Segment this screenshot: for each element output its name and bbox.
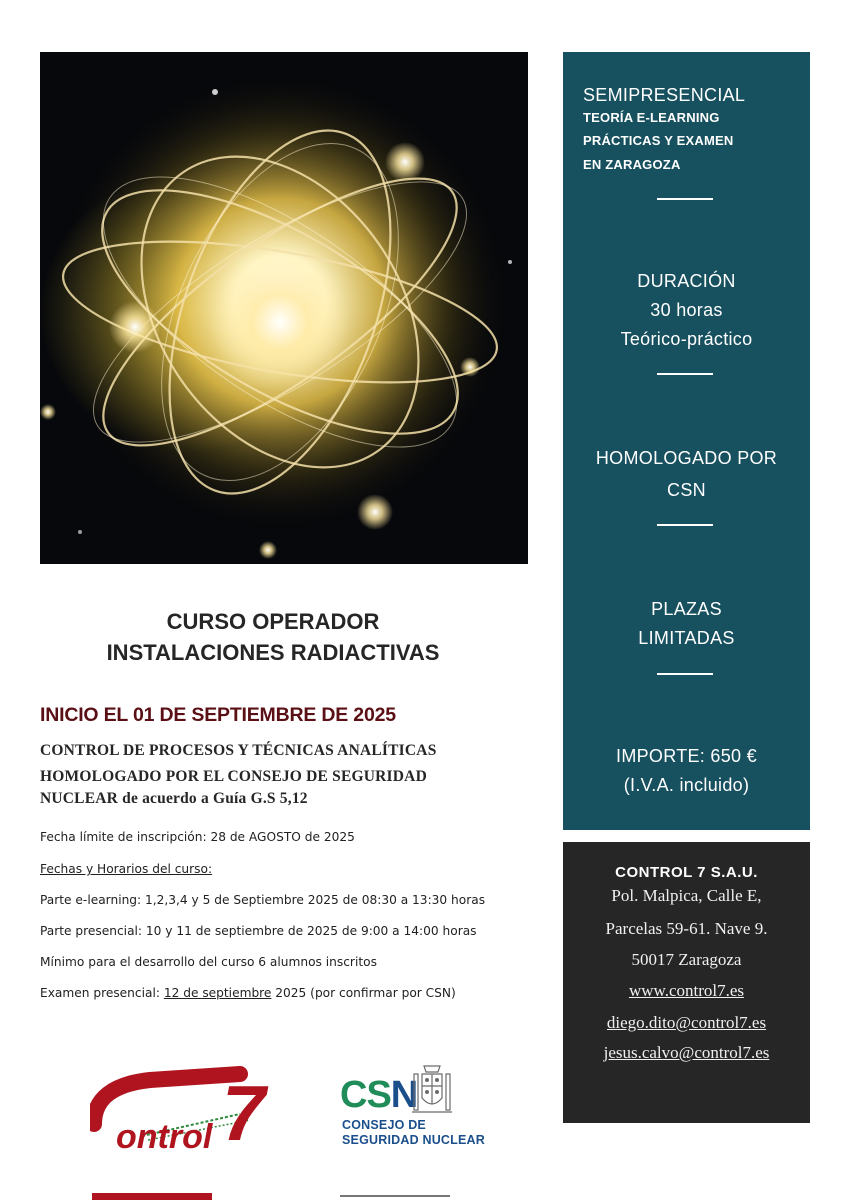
exam-suffix: 2025 (por confirmar por CSN): [271, 986, 456, 1000]
atom-energy-icon: [40, 52, 528, 564]
address-city: 50017 Zaragoza: [631, 950, 742, 969]
control7-number: 7: [222, 1069, 266, 1156]
mode-line-1: TEORÍA E-LEARNING: [583, 110, 720, 125]
website-link[interactable]: www.control7.es: [628, 981, 745, 1000]
csn-name-line-2: SEGURIDAD NUCLEAR: [342, 1133, 485, 1147]
duration-label: DURACIÓN: [637, 271, 736, 291]
price-note: (I.V.A. incluido): [623, 775, 750, 795]
registration-deadline: Fecha límite de inscripción: 28 de AGOSTO de 2025: [40, 830, 355, 844]
elearning-schedule: Parte e-learning: 1,2,3,4 y 5 de Septiembre 2025 de 08:30 a 13:30 horas: [40, 893, 486, 907]
start-date: INICIO EL 01 DE SEPTIEMBRE DE 2025: [40, 704, 396, 726]
spain-crest-icon: [410, 1062, 454, 1118]
homologation-line-1: HOMOLOGADO POR EL CONSEJO DE SEGURIDAD: [40, 768, 427, 785]
schedule-heading: Fechas y Horarios del curso:: [40, 862, 213, 876]
company-name: CONTROL 7 S.A.U.: [615, 864, 758, 881]
csn-letters-cs: CS: [340, 1074, 391, 1116]
homologation-line-2: NUCLEAR de acuerdo a Guía G.S 5,12: [40, 790, 308, 807]
csn-letters-n: N: [390, 1074, 418, 1116]
price: IMPORTE: 650 €: [616, 746, 757, 766]
course-title-line-2: INSTALACIONES RADIACTIVAS: [106, 640, 440, 665]
csn-logo: [338, 1062, 490, 1152]
homologated-body: CSN: [667, 480, 706, 500]
divider: [657, 524, 713, 526]
places-line-1: PLAZAS: [651, 599, 722, 619]
specialty: CONTROL DE PROCESOS Y TÉCNICAS ANALÍTICAS: [40, 742, 437, 759]
exam-info: [40, 986, 456, 1000]
csn-letters: [340, 1074, 417, 1117]
email-link-1[interactable]: diego.dito@control7.es: [606, 1013, 767, 1032]
csn-name-line-1: CONSEJO DE: [342, 1118, 426, 1132]
divider: [657, 373, 713, 375]
duration-type: Teórico-práctico: [620, 329, 753, 349]
address-line-1: Pol. Malpica, Calle E,: [611, 886, 762, 905]
control7-logo-mark: [90, 1064, 275, 1156]
cut-off-logo: [340, 1195, 450, 1197]
exam-date: 12 de septiembre: [163, 986, 272, 1000]
mode-line-3: EN ZARAGOZA: [583, 157, 681, 172]
course-title-line-1: CURSO OPERADOR: [166, 609, 380, 634]
csn-name: [342, 1118, 485, 1148]
address-line-2: Parcelas 59-61. Nave 9.: [605, 919, 768, 938]
hero-atom-image: [40, 52, 528, 564]
places-line-2: LIMITADAS: [638, 628, 735, 648]
control7-wordmark: ontrol: [116, 1118, 213, 1156]
exam-prefix: Examen presencial:: [40, 986, 164, 1000]
presencial-schedule: Parte presencial: 10 y 11 de septiembre de 2025 de 9:00 a 14:00 horas: [40, 924, 477, 938]
cut-off-logo: [92, 1193, 212, 1200]
minimum-students: Mínimo para el desarrollo del curso 6 alumnos inscritos: [40, 955, 377, 969]
contact-box: [563, 842, 810, 1123]
mode-heading: SEMIPRESENCIAL: [583, 85, 746, 105]
duration-value: 30 horas: [650, 300, 723, 320]
mode-line-2: PRÁCTICAS Y EXAMEN: [583, 133, 734, 148]
homologated-label: HOMOLOGADO POR: [595, 448, 778, 468]
divider: [657, 673, 713, 675]
course-summary-sidebar: [563, 52, 810, 830]
divider: [657, 198, 713, 200]
email-link-2[interactable]: jesus.calvo@control7.es: [603, 1043, 770, 1062]
control7-logo: [90, 1064, 275, 1156]
